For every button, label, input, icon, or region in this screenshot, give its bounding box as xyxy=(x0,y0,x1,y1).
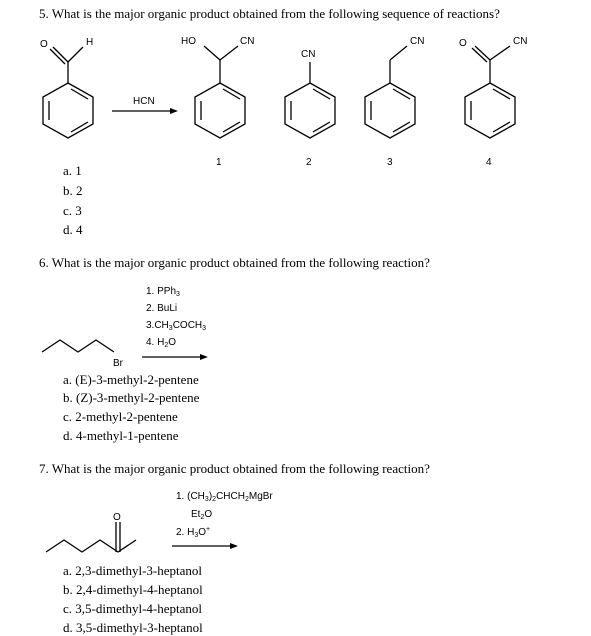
ketone-oxygen-label: O xyxy=(113,512,121,523)
product-2-number: 2 xyxy=(306,157,312,168)
q6-reagent-4: 4. $H_2O$ xyxy=(146,337,177,349)
q7-choice-c: c. 3,5-dimethyl-4-heptanol xyxy=(63,601,202,616)
q5-choice-b: b. 2 xyxy=(63,183,83,198)
product-4-structure xyxy=(459,36,527,168)
q7-choice-a: a. 2,3-dimethyl-3-heptanol xyxy=(63,563,202,578)
q6-reaction-arrow xyxy=(142,354,208,360)
q6-choice-a: a. (E)-3-methyl-2-pentene xyxy=(63,372,199,387)
product-3-number: 3 xyxy=(387,157,393,168)
ketone-structure xyxy=(46,512,136,552)
q7-reagent-1: 1. $(CH_3)_2CHCH_2MgBr$ xyxy=(176,491,273,503)
product-4-cyano-label: CN xyxy=(513,36,528,47)
product-4-oxygen-label: O xyxy=(459,38,467,49)
bromobutane-structure xyxy=(42,340,124,369)
product-4-number: 4 xyxy=(486,157,492,168)
bromine-label: Br xyxy=(113,358,123,369)
q6-reagent-2: 2. BuLi xyxy=(146,303,178,314)
q6-choice-c: c. 2-methyl-2-pentene xyxy=(63,409,178,424)
benzaldehyde-structure xyxy=(40,37,93,138)
product-2-structure xyxy=(285,49,335,168)
q7-solvent: $Et_2O$ xyxy=(191,509,213,521)
q6-reagent-3: $3.CH_3COCH_3$ xyxy=(146,320,207,332)
q5-choice-a: a. 1 xyxy=(63,163,82,178)
hydroxyl-label: HO xyxy=(181,36,196,47)
q5-choice-c: c. 3 xyxy=(63,203,82,218)
product-1-number: 1 xyxy=(216,157,222,168)
q7-choice-d: d. 3,5-dimethyl-3-heptanol xyxy=(63,620,203,635)
q7-choice-b: b. 2,4-dimethyl-4-heptanol xyxy=(63,582,203,597)
product-1-structure xyxy=(181,36,254,168)
q5-choice-d: d. 4 xyxy=(63,222,83,237)
q6-question-text: 6. What is the major organic product obtained from the following reaction? xyxy=(39,255,430,270)
aldehyde-hydrogen-label: H xyxy=(86,37,94,48)
hcn-reagent-label: HCN xyxy=(133,96,155,107)
q7-reagent-2: 2. $H_3O^+$ xyxy=(176,526,211,539)
product-2-cyano-label: CN xyxy=(301,49,316,60)
q7-question-text: 7. What is the major organic product obtained from the following reaction? xyxy=(39,461,430,476)
product-1-cyano-label: CN xyxy=(240,36,255,47)
q5-question-text: 5. What is the major organic product obtained from the following sequence of reactions? xyxy=(39,6,500,21)
product-3-structure xyxy=(365,36,424,168)
q5-reaction-arrow xyxy=(112,108,178,114)
q6-choice-b: b. (Z)-3-methyl-2-pentene xyxy=(63,390,200,405)
q6-choice-d: d. 4-methyl-1-pentene xyxy=(63,428,179,443)
q6-reagent-1: 1. PPh$_3$ xyxy=(146,286,180,298)
q7-reaction-arrow xyxy=(172,543,238,549)
product-3-cyano-label: CN xyxy=(410,36,425,47)
aldehyde-oxygen-label: O xyxy=(40,39,48,50)
